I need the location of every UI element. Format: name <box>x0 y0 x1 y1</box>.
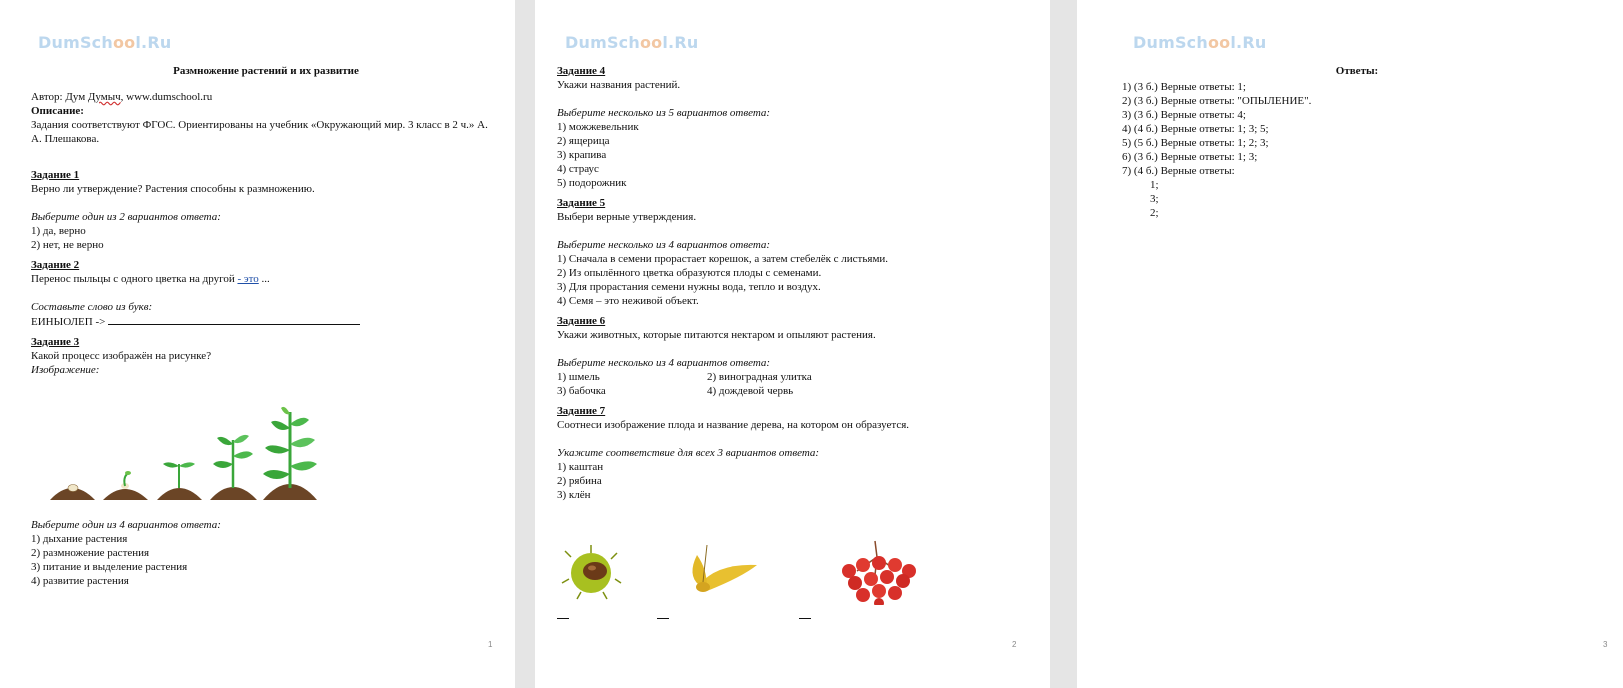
dumschool-logo: DumSchool.Ru <box>1133 33 1267 52</box>
rowan-image <box>842 541 916 605</box>
dumschool-logo: DumSchool.Ru <box>565 33 699 52</box>
maple-seed-image <box>692 545 757 592</box>
task-7-option: 3) клён <box>557 489 591 501</box>
answer-line: 5) (5 б.) Верные ответы: 1; 2; 3; <box>1122 137 1269 149</box>
task-6-question: Укажи животных, которые питаются нектаром и опыляют растения. <box>557 329 876 341</box>
answer-line: 1) (3 б.) Верные ответы: 1; <box>1122 81 1246 93</box>
task-7-option: 2) рябина <box>557 475 602 487</box>
task-6-prompt: Выберите несколько из 4 вариантов ответа: <box>557 357 771 369</box>
task-5-option: 4) Семя – это неживой объект. <box>557 295 699 307</box>
page-number: 2 <box>1012 640 1017 649</box>
task-4-option: 1) можжевельник <box>557 121 639 133</box>
answer-mark[interactable] <box>799 618 811 619</box>
task-4-label: Задание 4 <box>557 65 606 77</box>
task-6-option: 4) дождевой червь <box>707 385 794 397</box>
answer-sub-line: 2; <box>1150 207 1159 219</box>
description-text: Задания соответствуют ФГОС. Ориентированы на учебник «Окружающий мир. 3 класс в 2 ч.» А. А. Плешакова. <box>31 119 488 145</box>
task-3-answers <box>31 518 501 588</box>
task-2-label: Задание 2 <box>31 259 80 271</box>
task-1-question: Верно ли утверждение? Растения способны к размножению. <box>31 183 315 195</box>
task-6-option: 3) бабочка <box>557 385 606 397</box>
answer-mark[interactable] <box>657 618 669 619</box>
author-line: Автор: Дум Думыч, www.dumschool.ru <box>31 91 213 103</box>
task-7-label: Задание 7 <box>557 405 606 417</box>
task-3-option: 1) дыхание растения <box>31 533 128 545</box>
task-1-label: Задание 1 <box>31 169 80 181</box>
task-4-option: 2) ящерица <box>557 135 610 147</box>
page-number: 1 <box>488 640 493 649</box>
task-5-option: 1) Сначала в семени прорастает корешок, а затем стебелёк с листьями. <box>557 253 889 265</box>
answer-line: 2) (3 б.) Верные ответы: "ОПЫЛЕНИЕ". <box>1122 95 1312 107</box>
answer-mark[interactable] <box>557 618 569 619</box>
task-4-option: 5) подорожник <box>557 177 627 189</box>
task-7-option: 1) каштан <box>557 461 604 473</box>
description-label: Описание: <box>31 105 84 117</box>
task-4-prompt: Выберите несколько из 5 вариантов ответа: <box>557 107 771 119</box>
fruit-images <box>557 535 957 605</box>
answer-line: 4) (4 б.) Верные ответы: 1; 3; 5; <box>1122 123 1269 135</box>
page-2-content <box>557 64 1027 502</box>
answer-sub-line: 1; <box>1150 179 1159 191</box>
task-4-question: Укажи названия растений. <box>557 79 681 91</box>
task-7-prompt: Укажите соответствие для всех 3 вариантов ответа: <box>557 447 820 459</box>
answer-line: 6) (3 б.) Верные ответы: 1; 3; <box>1122 151 1258 163</box>
answer-line: 3) (3 б.) Верные ответы: 4; <box>1122 109 1246 121</box>
answer-line: 7) (4 б.) Верные ответы: <box>1122 165 1235 177</box>
chestnut-image <box>562 545 621 599</box>
task-3-option: 4) развитие растения <box>31 575 129 587</box>
task-3-image-label: Изображение: <box>31 364 100 376</box>
task-2-question: Перенос пыльцы с одного цветка на другой - это ... <box>31 273 270 285</box>
task-5-prompt: Выберите несколько из 4 вариантов ответа: <box>557 239 771 251</box>
document-page-3 <box>1077 0 1623 688</box>
task-3-option: 3) питание и выделение растения <box>31 561 188 573</box>
answer-blank[interactable] <box>108 314 360 325</box>
page-1-content <box>31 64 501 377</box>
task-5-option: 2) Из опылённого цветка образуются плоды с семенами. <box>557 267 822 279</box>
page-number: 3 <box>1603 640 1608 649</box>
task-2-prompt: Составьте слово из букв: <box>31 301 153 313</box>
task-3-question: Какой процесс изображён на рисунке? <box>31 350 212 362</box>
task-1-option: 2) нет, не верно <box>31 239 104 251</box>
answers-title: Ответы: <box>1335 65 1379 77</box>
task-6-options-row <box>557 370 1027 384</box>
task-4-option: 4) страус <box>557 163 599 175</box>
task-1-prompt: Выберите один из 2 вариантов ответа: <box>31 211 221 223</box>
answer-sub-line: 3; <box>1150 193 1159 205</box>
task-5-question: Выбери верные утверждения. <box>557 211 697 223</box>
task-3-option: 2) размножение растения <box>31 547 150 559</box>
task-6-options-row <box>557 384 1027 398</box>
plant-growth-stages-image <box>45 404 325 504</box>
document-page-1 <box>0 0 515 688</box>
task-2-link[interactable]: - это <box>237 273 259 285</box>
task-3-label: Задание 3 <box>31 336 80 348</box>
task-6-option: 1) шмель <box>557 371 600 383</box>
task-1-option: 1) да, верно <box>31 225 86 237</box>
task-6-label: Задание 6 <box>557 315 606 327</box>
task-7-question: Соотнеси изображение плода и название дерева, на котором он образуется. <box>557 419 910 431</box>
task-3-prompt: Выберите один из 4 вариантов ответа: <box>31 519 221 531</box>
document-title: Размножение растений и их развитие <box>173 65 359 77</box>
task-6-option: 2) виноградная улитка <box>707 371 812 383</box>
task-2-answer-line: ЕИНЫОЛЕП -> <box>31 314 501 329</box>
document-page-2 <box>535 0 1050 688</box>
task-5-option: 3) Для прорастания семени нужны вода, тепло и воздух. <box>557 281 821 293</box>
task-5-label: Задание 5 <box>557 197 606 209</box>
task-4-option: 3) крапива <box>557 149 607 161</box>
answers-section <box>1122 64 1592 220</box>
dumschool-logo: DumSchool.Ru <box>38 33 172 52</box>
